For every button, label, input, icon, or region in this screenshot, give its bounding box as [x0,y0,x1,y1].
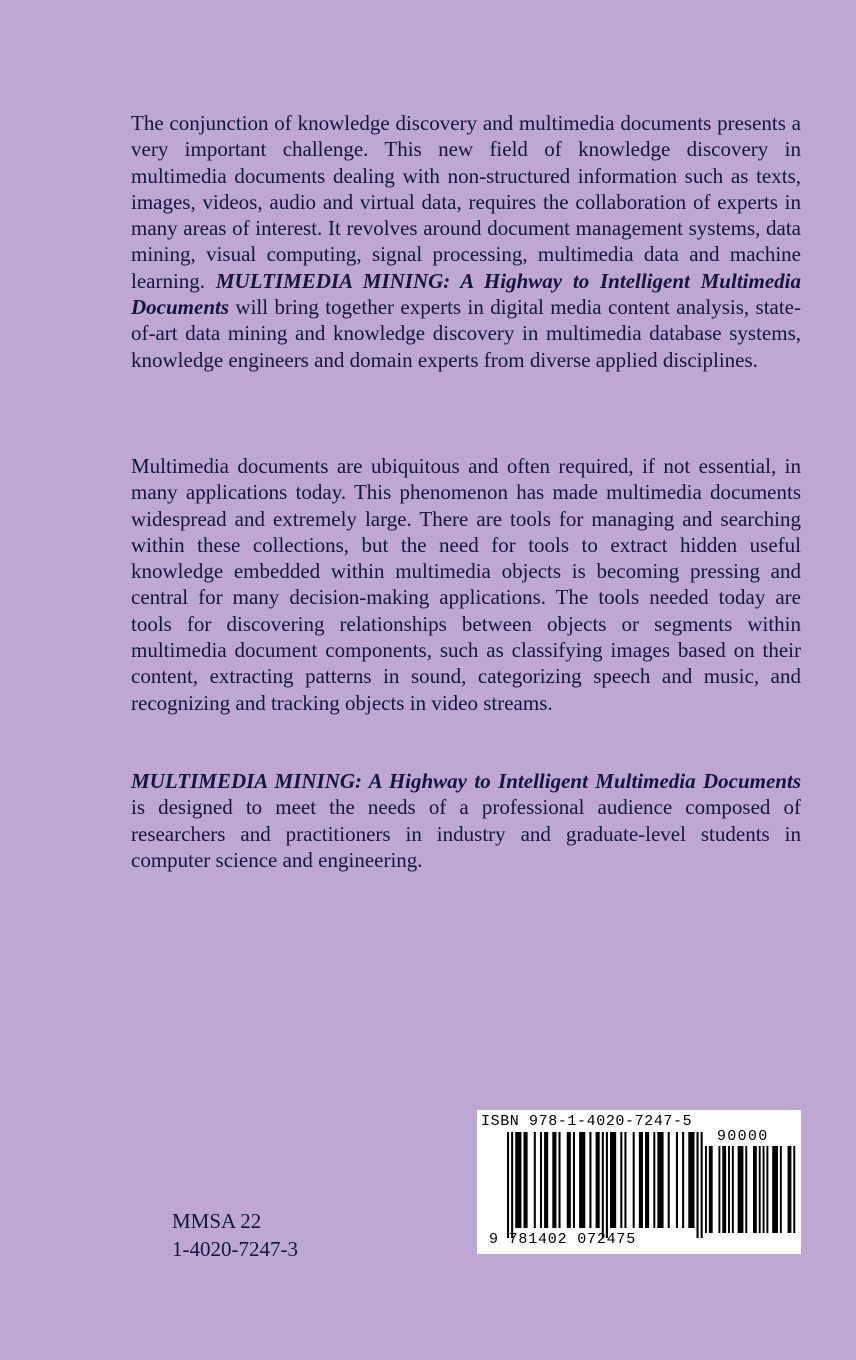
barcode-addon-bar [722,1146,726,1233]
barcode-addon-bar [732,1146,734,1233]
paragraph-text: The conjunction of knowledge discovery and multimedia documents presents a very important challenge. This new field of knowledge discovery in multimedia documents dealing with non-structured information such as texts, images, videos, audio and virtual data, requires the collaboration of experts in many areas of interest. It revolves around document management systems, data mining, visual computing, signal processing, multimedia data and machine learning. [131,111,801,293]
book-title: MULTIMEDIA MINING: A Highway to Intelligent Multimedia Documents [131,268,801,320]
barcode-bar [624,1132,626,1228]
barcode-bar [596,1132,600,1228]
barcode-isbn-label: ISBN 978-1-4020-7247-5 [481,1113,693,1130]
barcode-bar [511,1132,513,1238]
paragraph-3 [131,768,801,873]
barcode-addon-bar [718,1146,720,1233]
barcode-addon-bar [745,1146,747,1233]
barcode-addon-bar [753,1146,757,1233]
barcode-addon-bar [772,1146,778,1233]
barcode-bar [515,1132,521,1228]
barcode-bar [653,1132,655,1228]
barcode-bar [682,1132,684,1228]
barcode-addon-number: 90000 [717,1128,769,1145]
series-code: MMSA 22 [172,1209,262,1233]
barcode-addon-bar [759,1146,761,1233]
barcode-bar [544,1132,548,1228]
barcode-bar [606,1132,608,1238]
barcode-bar [657,1132,663,1228]
barcode-bar [602,1132,604,1238]
isbn10: 1-4020-7247-3 [172,1237,298,1261]
barcode-bar [633,1132,635,1228]
barcode-bar [523,1132,527,1228]
paragraph-text: is designed to meet the needs of a professional audience composed of researchers and practitioners in industry and graduate-level students in computer science and engineering. [131,795,801,872]
paragraph-1 [131,110,801,373]
barcode-bar [579,1132,585,1228]
barcode-addon-bar [728,1146,730,1233]
barcode-addon-bar [780,1146,782,1233]
paragraph-text: Multimedia documents are ubiquitous and often required, if not essential, in many applications today. This phenomenon has made multimedia documents widespread and extremely large. There are tools for managing and searching within these collections, but the need for tools to extract hidden useful knowledge embedded within multimedia objects is becoming pressing and central for many decision-making applications. The tools needed today are tools for discovering relationships between objects or segments within multimedia document components, such as classifying images based on their content, extracting patterns in sound, categorizing speech and music, and recognizing and tracking objects in video streams. [131,454,801,715]
barcode-bar [573,1132,575,1228]
barcode-bar [668,1132,670,1228]
barcode-addon-bar [793,1146,795,1233]
barcode-bar [540,1132,542,1228]
barcode-bar [639,1132,643,1228]
barcode-addon-bar [738,1146,744,1233]
barcode-bar [559,1132,561,1228]
barcode-bar [534,1132,536,1228]
paragraph-2 [131,453,801,716]
barcode-bar [610,1132,616,1228]
barcode-bar [676,1132,678,1228]
barcode-bar [645,1132,649,1228]
barcode-bar [620,1132,622,1228]
barcode-bar [567,1132,571,1228]
barcode-addon-bar [766,1146,768,1233]
barcode-bar [697,1132,699,1238]
book-title: MULTIMEDIA MINING: A Highway to Intelligent Multimedia Documents [131,769,801,793]
barcode [477,1110,801,1254]
barcode-addon-bar [709,1146,713,1233]
barcode-bar [552,1132,556,1228]
barcode-addon-bar [763,1146,765,1233]
barcode-bar [507,1132,509,1238]
barcode-digits: 9 781402 072475 [489,1231,637,1248]
barcode-bar [589,1132,591,1228]
barcode-addon-bar [705,1146,707,1233]
series-info [172,1207,298,1263]
barcode-bar [701,1132,703,1238]
paragraph-text: will bring together experts in digital media content analysis, state-of-art data mining and knowledge discovery in multimedia database systems, knowledge engineers and domain experts from diverse applied disciplines. [131,295,801,372]
barcode-addon-bar [788,1146,792,1233]
barcode-bar [688,1132,694,1228]
